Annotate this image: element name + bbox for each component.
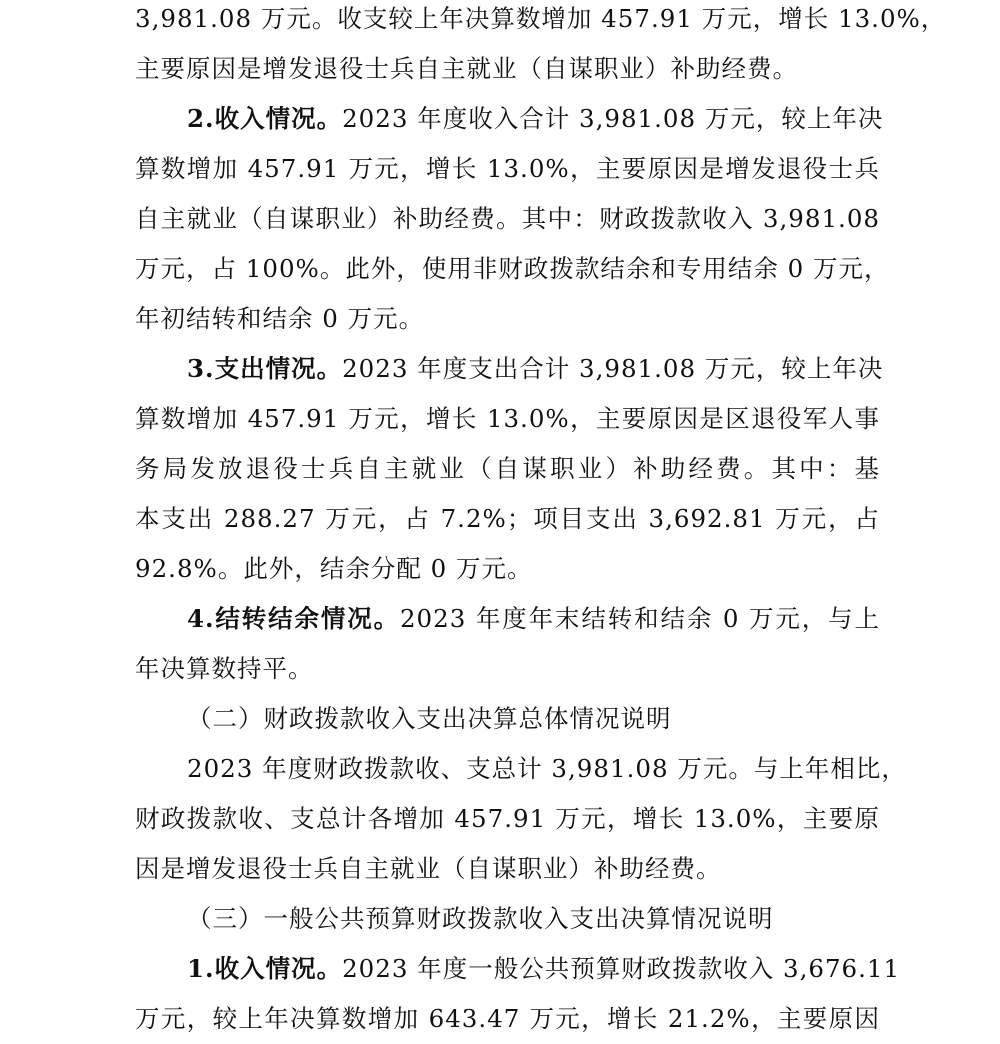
section-heading-line: [187, 594, 880, 644]
line-text: 3,981.08 万元。收支较上年决算数增加 457.91 万元，增长 13.0%，: [135, 4, 947, 33]
line-text: 因是增发退役士兵自主就业（自谋职业）补助经费。: [135, 854, 722, 883]
paragraph-line: [135, 244, 890, 294]
paragraph-line: [135, 44, 880, 94]
paragraph-line: [135, 844, 880, 894]
paragraph-line: [135, 444, 880, 494]
line-text: 2023 年度一般公共预算财政拨款收入 3,676.11: [342, 954, 901, 983]
line-text: （三）一般公共预算财政拨款收入支出决算情况说明: [187, 904, 774, 933]
paragraph-line: [187, 744, 907, 794]
section-label: 3.支出情况。: [187, 354, 343, 383]
line-text: 92.8%。此外，结余分配 0 万元。: [135, 554, 533, 583]
line-text: 本支出 288.27 万元，占 7.2%；项目支出 3,692.81 万元，占: [135, 504, 880, 533]
line-text: 万元，较上年决算数增加 643.47 万元，增长 21.2%，主要原因: [135, 1004, 880, 1033]
line-text: 年初结转和结余 0 万元。: [135, 304, 425, 333]
line-text: 2023 年度财政拨款收、支总计 3,981.08 万元。与上年相比，: [187, 754, 907, 783]
line-text: 2023 年度年末结转和结余 0 万元，与上: [399, 604, 880, 633]
line-text: 2023 年度收入合计 3,981.08 万元，较上年决: [342, 104, 884, 133]
section-label: 1.收入情况。: [187, 954, 343, 983]
paragraph-line: [135, 0, 947, 44]
subsection-title: [187, 894, 880, 944]
line-text: 算数增加 457.91 万元，增长 13.0%，主要原因是区退役军人事: [135, 404, 880, 433]
line-text: （二）财政拨款收入支出决算总体情况说明: [187, 704, 672, 733]
paragraph-line: [135, 794, 880, 844]
paragraph-line: [135, 194, 880, 244]
section-label: 4.结转结余情况。: [187, 604, 400, 633]
section-heading-line: [187, 944, 901, 994]
section-heading-line: [187, 344, 884, 394]
line-text: 年决算数持平。: [135, 654, 314, 683]
paragraph-line: [135, 144, 880, 194]
line-text: 务局发放退役士兵自主就业（自谋职业）补助经费。其中：基: [135, 454, 880, 483]
paragraph-line: [135, 494, 880, 544]
line-text: 财政拨款收、支总计各增加 457.91 万元，增长 13.0%，主要原: [135, 804, 880, 833]
section-label: 2.收入情况。: [187, 104, 343, 133]
section-heading-line: [187, 94, 884, 144]
paragraph-line: [135, 644, 880, 694]
paragraph-line: [135, 394, 880, 444]
line-text: 算数增加 457.91 万元，增长 13.0%，主要原因是增发退役士兵: [135, 154, 880, 183]
paragraph-line: [135, 994, 880, 1044]
subsection-title: [187, 694, 880, 744]
line-text: 万元，占 100%。此外，使用非财政拨款结余和专用结余 0 万元，: [135, 254, 890, 283]
line-text: 2023 年度支出合计 3,981.08 万元，较上年决: [342, 354, 884, 383]
line-text: 自主就业（自谋职业）补助经费。其中：财政拨款收入 3,981.08: [135, 204, 880, 233]
paragraph-line: [135, 544, 880, 594]
line-text: 主要原因是增发退役士兵自主就业（自谋职业）补助经费。: [135, 54, 798, 83]
paragraph-line: [135, 294, 880, 344]
